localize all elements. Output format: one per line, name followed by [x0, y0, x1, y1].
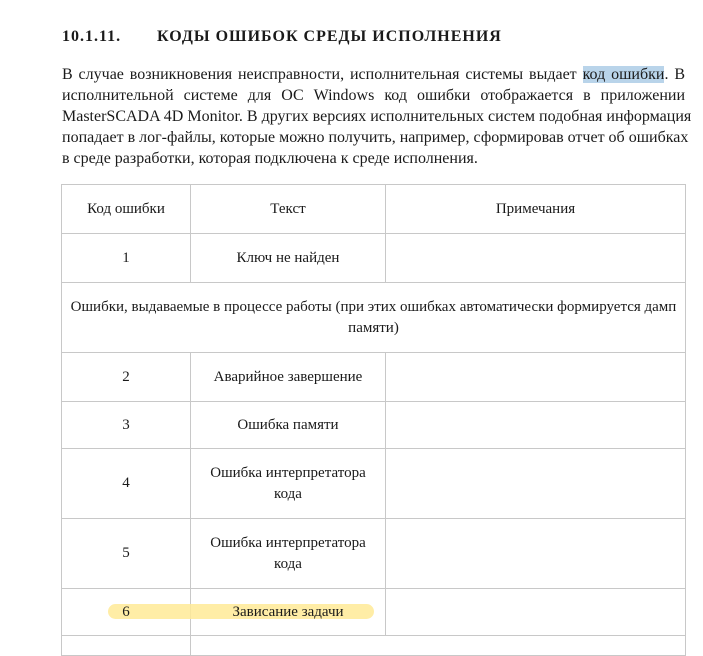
table-group-row — [62, 283, 686, 353]
cell-note — [386, 449, 686, 519]
cell-text: Ошибка памяти — [191, 402, 386, 449]
cell-code-value: 6 — [122, 603, 130, 620]
table-row — [62, 402, 686, 449]
cell-code: 5 — [62, 519, 191, 589]
cell-text: Аварийное завершение — [191, 353, 386, 402]
paragraph-text: . В — [664, 66, 686, 83]
paragraph-line-5: в среде разработки, которая подключена к среде исполнения. — [62, 150, 478, 167]
cell-code: 2 — [62, 353, 191, 402]
cell-text: Ключ не найден — [191, 234, 386, 283]
paragraph-line-3: MasterSCADA 4D Monitor. В других версиях исполнительных систем подобная информация — [62, 108, 692, 125]
cell-code — [62, 636, 191, 656]
section-title: КОДЫ ОШИБОК СРЕДЫ ИСПОЛНЕНИЯ — [157, 28, 502, 45]
cell-code: 1 — [62, 234, 191, 283]
cell-note — [386, 402, 686, 449]
cell-code: 3 — [62, 402, 191, 449]
cell-text: Ошибка интерпретатора кода — [191, 449, 386, 519]
table-header-row — [62, 185, 686, 234]
table-row — [62, 519, 686, 589]
cell-text: Ошибка интерпретатора кода — [191, 519, 386, 589]
selected-text[interactable]: код ошибки — [582, 66, 665, 83]
cell-note — [386, 519, 686, 589]
cell-text — [191, 636, 686, 656]
header-code: Код ошибки — [62, 185, 191, 234]
cell-note — [386, 353, 686, 402]
error-codes-table — [61, 184, 686, 656]
group-note: Ошибки, выдаваемые в процессе работы (при этих ошибках автоматически формируется дамп памяти) — [62, 283, 686, 353]
table-row — [62, 353, 686, 402]
section-heading — [62, 28, 502, 46]
paragraph-line-2: исполнительной системе для ОС Windows код ошибки отображается в приложении — [62, 87, 685, 104]
paragraph-text: В случае возникновения неисправности, исполнительная системы выдает — [62, 66, 583, 83]
paragraph-line-1 — [62, 64, 685, 85]
section-number: 10.1.11. — [62, 28, 122, 45]
table-row — [62, 449, 686, 519]
header-text: Текст — [191, 185, 386, 234]
cell-note — [386, 589, 686, 636]
table-row — [62, 234, 686, 283]
cell-text-value: Зависание задачи — [232, 603, 344, 620]
cell-code: 4 — [62, 449, 191, 519]
cell-note — [386, 234, 686, 283]
intro-paragraph — [62, 64, 692, 169]
table-row — [62, 636, 686, 656]
paragraph-line-4: попадает в лог-файлы, которые можно получить, например, сформировав отчет об ошибках — [62, 129, 689, 146]
header-notes: Примечания — [386, 185, 686, 234]
